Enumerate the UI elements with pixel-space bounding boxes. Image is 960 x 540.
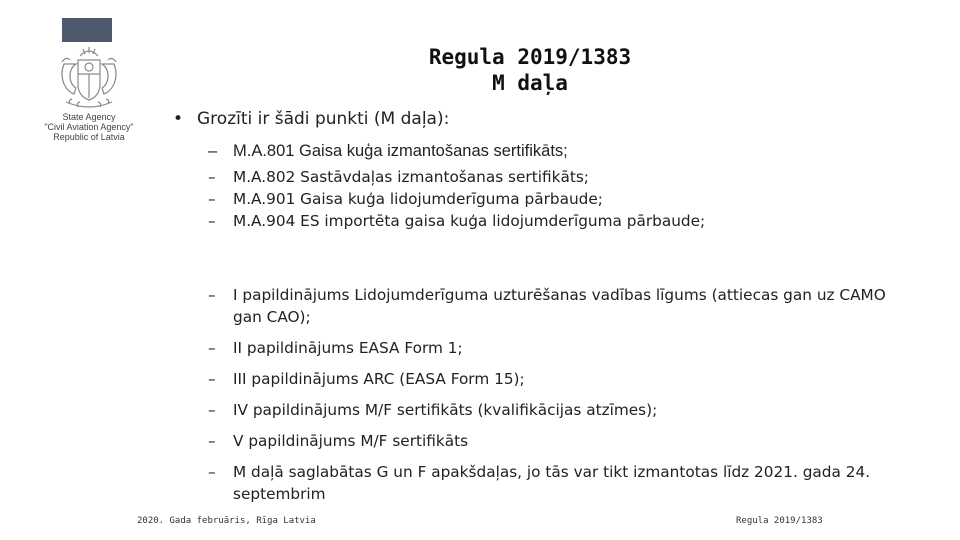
list-item [208,430,888,452]
main-bullet-text: Grozīti ir šādi punkti (M daļa): [197,109,450,129]
agency-line: Republic of Latvia [53,132,125,142]
list-item-text: M.A.901 Gaisa kuģa lidojumderīguma pārbaude; [233,190,603,208]
list-item [208,368,888,390]
list-item [208,284,888,328]
list-item-text: M daļā saglabātas G un F apakšdaļas, jo tās var tikt izmantotas līdz 2021. gada 24. septembrim [233,463,871,503]
agency-line: State Agency [62,112,116,122]
list-item-text: V papildinājums M/F sertifikāts [233,432,469,450]
list-item [208,337,888,359]
list-item [208,399,888,421]
agency-name [30,112,148,142]
slide-title [380,44,680,96]
appendices-list [208,284,888,505]
agency-line: "Civil Aviation Agency" [44,122,134,132]
dash-marker: – [208,463,216,481]
list-item-text: III papildinājums ARC (EASA Form 15); [233,370,525,388]
amended-points-list [208,140,908,232]
list-item [208,166,908,188]
header-bar [62,18,112,42]
coat-of-arms-icon [56,44,122,116]
list-item [208,188,908,210]
title-line-1: Regula 2019/1383 [428,45,632,69]
footer-date: 2020. Gada februāris, Rīga Latvia [137,516,316,526]
list-item-text: IV papildinājums M/F sertifikāts (kvalifikācijas atzīmes); [233,401,658,419]
list-item-text: II papildinājums EASA Form 1; [233,339,463,357]
dash-marker: – [208,286,216,304]
footer-regulation: Regula 2019/1383 [736,516,823,526]
title-line-2: M daļa [492,71,568,95]
list-item-text: M.A.801 Gaisa kuģa izmantošanas sertifikāts; [233,142,568,160]
list-item [208,461,888,505]
dash-marker: – [208,168,216,186]
list-item [208,140,908,166]
dash-marker: – [208,370,216,388]
list-item-text: M.A.802 Sastāvdaļas izmantošanas sertifikāts; [233,168,589,186]
dash-marker: – [208,212,216,230]
dash-marker: – [208,401,216,419]
bullet-marker: • [173,109,184,129]
dash-marker: – [208,142,218,160]
list-item-text: I papildinājums Lidojumderīguma uzturēšanas vadības līgums (attiecas gan uz CAMO gan CAO); [233,286,886,326]
list-item-text: M.A.904 ES importēta gaisa kuģa lidojumderīguma pārbaude; [233,212,706,230]
dash-marker: – [208,190,216,208]
dash-marker: – [208,339,216,357]
main-bullet [173,107,449,131]
list-item [208,210,908,232]
dash-marker: – [208,432,216,450]
